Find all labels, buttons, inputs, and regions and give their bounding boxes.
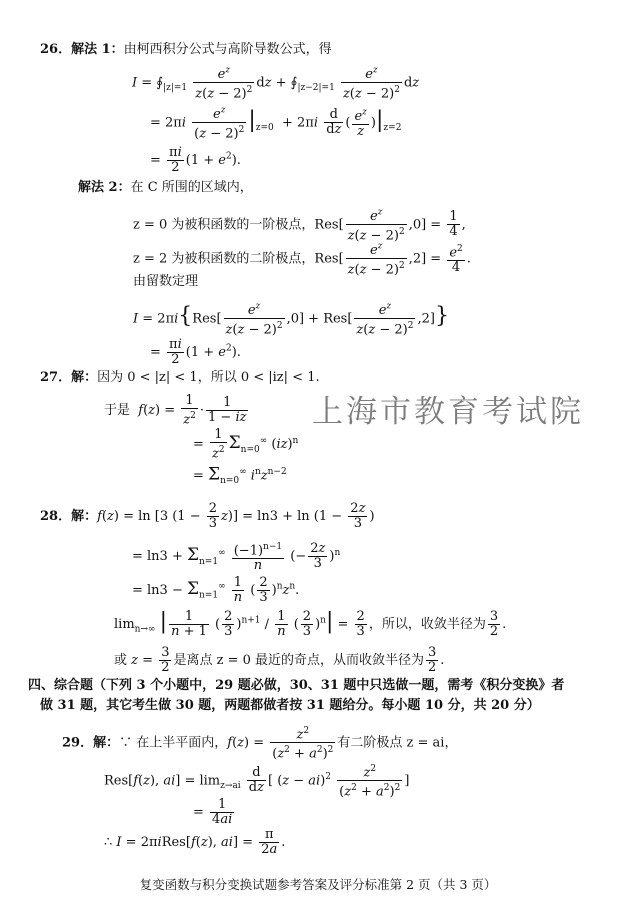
q26-integral: $I = ∮_{|z|=1}$ $\frac{e^z}{z(z - 2)^2}$ dz + $∮_{|z-2|=1}$ $\frac{e^z}{z(z - 2)^2}$ dz xyxy=(132,66,420,102)
method-text: 由柯西积分公式与高阶导数公式，得 xyxy=(123,42,332,57)
q27-step1: 于是 f(z) = $\frac{1}{z^2}$ · $\frac{1}{1 - iz}$ xyxy=(104,393,247,428)
q26-result1: = $\frac{\pi i}{2}$ $(1 + e^2)$. xyxy=(150,145,241,175)
q26-theorem: 由留数定理 xyxy=(133,274,199,289)
q26-pole1: z = 0 为被积函数的一阶极点，Res[ $\frac{e^z}{z(z - 2)^2}$ ,0] = $\frac{1}{4}$ , xyxy=(133,208,466,244)
q28-header: 28．解：f(z) = ln [3 (1 − $\frac{2}{3}$ z)] = ln3 + ln (1 − $\frac{2z}{3}$ ) xyxy=(40,501,375,531)
q29-residue-value: = $\frac{1}{4ai}$ xyxy=(193,797,233,827)
q26-pole2: z = 2 为被积函数的二阶极点，Res[ $\frac{e^z}{z(z - 2)^2}$ ,2] = $\frac{e^2}{4}$ . xyxy=(133,242,471,278)
method-title: 解法 1： xyxy=(71,42,124,57)
q26-method2 xyxy=(78,180,253,196)
section-heading: 四、综合题（下列 3 个小题中，29 题必做，30、31 题中只选做一题，需考《积分变换》者 xyxy=(28,678,565,693)
watermark: 上海市教育考试院 xyxy=(312,394,584,430)
q28-step2: = $\ln 3 + \Sigma_{n=1}^\infty$ $\frac{(-1)^{n-1}}{n}$ (− $\frac{2z}{3}$ )$^n$ xyxy=(132,541,341,574)
page-footer: 复变函数与积分变换试题参考答案及评分标准第 2 页（共 3 页） xyxy=(139,877,497,892)
q28-limit: $\lim_{n\to\infty}$ | $\frac{1}{n + 1}$ ( $\frac{2}{3}$ )$^{n+1}$ / $\frac{1}{n}$ ( $\frac{2}{3}$ )$^n$| = $\frac{2}{3}$ ，所以，收敛半径为 $\frac{3}{2}$ . xyxy=(114,609,507,639)
question-number: 26． xyxy=(40,42,72,57)
q26-step2: = 2πi $\frac{e^z}{(z - 2)^2}$ $|_{z=0} + 2\pi i$ $\frac{d}{dz}$ ( $\frac{e^z}{z}$ )$|_{z=2}$ xyxy=(150,106,402,142)
q29-residue: Res[f(z), $ai] = \lim_{z\to ai}$ $\frac{d}{dz}$ [ (z − ai)$^2$ $\frac{z^2}{(z^2 + a^2)^2}$ ] xyxy=(104,764,410,800)
q28-step3: = $\ln 3 - \Sigma_{n=1}^\infty$ $\frac{1}{n}$ ( $\frac{2}{3}$ )$^nz^n$. xyxy=(132,575,300,605)
q26-residue-sum: I = 2πi{Res[ $\frac{e^z}{z(z - 2)^2}$ ,0] + Res[ $\frac{e^z}{z(z - 2)^2}$ ,2]} xyxy=(133,302,449,338)
q27-step3: = $\Sigma_{n=0}^\infty$ $i^nz^{n-2}$ xyxy=(193,464,287,486)
q26-header xyxy=(40,42,332,58)
q29-result: ∴ I = 2πiRes[f(z), ai] = $\frac{\pi}{2a}$ . xyxy=(104,827,286,857)
section-heading-line2: 做 31 题，其它考生做 30 题，两题都做者按 31 题给分。每小题 10 分，共 20 分） xyxy=(40,698,540,713)
method-text: 在 C 所围的区域内， xyxy=(130,180,253,195)
q26-result2: = $\frac{\pi i}{2}$ $(1 + e^2)$. xyxy=(150,337,241,367)
q27-step2: = $\frac{1}{z^2}$ $\Sigma_{n=0}^\infty$ (iz)$^n$ xyxy=(193,427,299,462)
q28-alternative: 或 z = $\frac{3}{2}$ 是离点 z = 0 最近的奇点，从而收敛半径为 $\frac{3}{2}$ . xyxy=(114,645,445,675)
q29-header: 29．解：∵ 在上半平面内，f(z) = $\frac{z^2}{(z^2 + a^2)^2}$ 有二阶极点 z = ai， xyxy=(62,726,458,762)
q27-header: 27．解：因为 0 < |z| < 1，所以 0 < |iz| < 1. xyxy=(40,370,320,385)
method-title: 解法 2： xyxy=(78,180,131,195)
